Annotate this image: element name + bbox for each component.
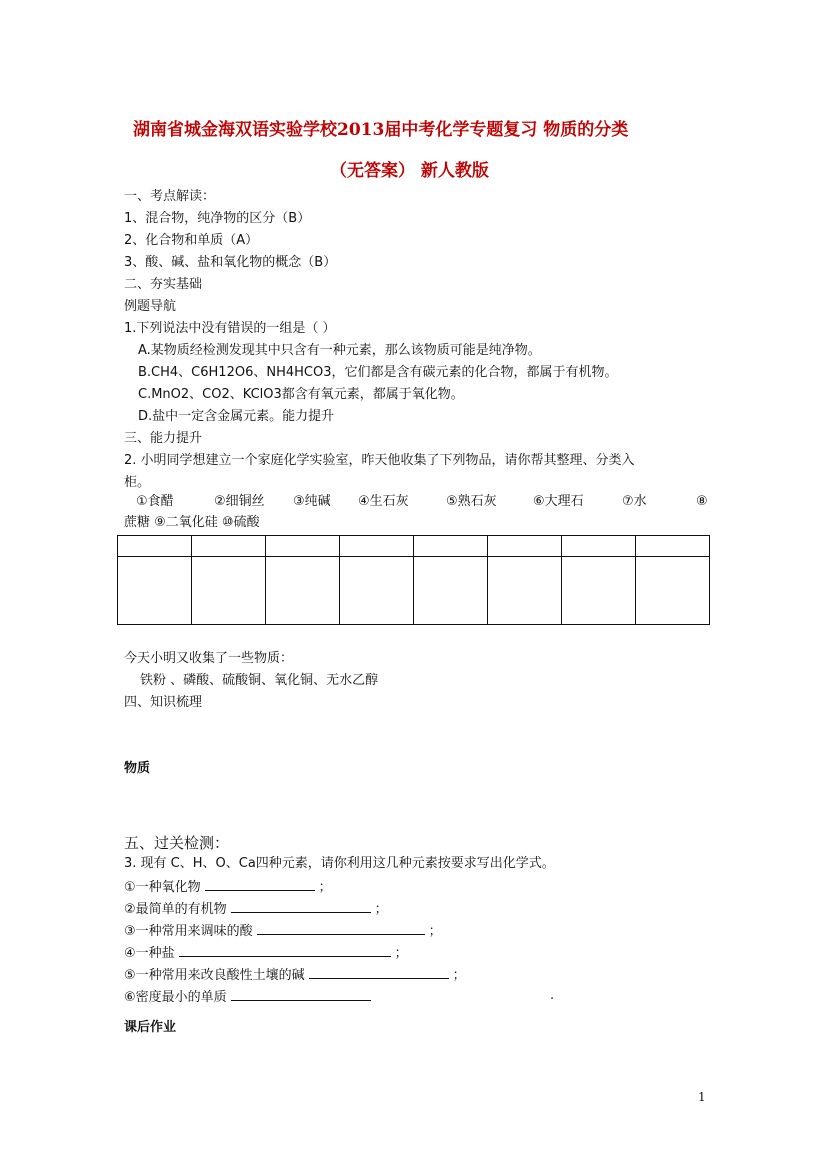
item-marble: ⑥大理石 bbox=[533, 494, 584, 509]
more-items-intro: 今天小明又收集了一些物质： bbox=[124, 651, 294, 666]
answer-label: ②最简单的有机物 bbox=[124, 902, 227, 917]
section2-sub: 例题导航 bbox=[124, 299, 177, 314]
homework-heading: 课后作业 bbox=[124, 1020, 177, 1035]
answer-end: ； bbox=[374, 902, 388, 917]
answer-row-salt bbox=[124, 943, 408, 963]
option-d: D.盐中一定含金属元素。能力提升 bbox=[138, 409, 335, 424]
answer-label: ⑤一种常用来改良酸性土壤的碱 bbox=[124, 968, 305, 983]
answer-end: ； bbox=[394, 946, 408, 961]
answer-row-oxide bbox=[124, 877, 332, 897]
item-soda-ash: ③纯碱 bbox=[293, 494, 331, 509]
answer-label: ①一种氧化物 bbox=[124, 880, 201, 895]
table-cell[interactable] bbox=[488, 536, 562, 557]
answer-blank[interactable] bbox=[179, 943, 391, 957]
item-slaked-lime: ⑤熟石灰 bbox=[446, 494, 497, 509]
section1-heading: 一、考点解读： bbox=[124, 189, 216, 204]
section2-heading: 二、夯实基础 bbox=[124, 277, 203, 292]
items-row2: 蔗糖 ⑨二氧化硅 ⑩硫酸 bbox=[124, 515, 260, 530]
answer-blank[interactable] bbox=[205, 877, 315, 891]
table-cell[interactable] bbox=[562, 557, 636, 625]
table-cell[interactable] bbox=[636, 536, 710, 557]
answer-row-base bbox=[124, 965, 466, 985]
answer-row-element bbox=[124, 987, 375, 1007]
section3-heading: 三、能力提升 bbox=[124, 431, 203, 446]
section4-heading: 四、知识梳理 bbox=[124, 695, 203, 710]
classification-table bbox=[117, 535, 710, 625]
answer-end: ； bbox=[318, 880, 332, 895]
table-cell[interactable] bbox=[636, 557, 710, 625]
more-items: 铁粉 、磷酸、硫酸铜、氧化铜、无水乙醇 bbox=[140, 673, 379, 688]
table-cell[interactable] bbox=[266, 536, 340, 557]
answer-end: ； bbox=[452, 968, 466, 983]
page-number: 1 bbox=[698, 1090, 706, 1104]
question-2-line1: 2. 小明同学想建立一个家庭化学实验室，昨天他收集了下列物品，请你帮其整理、分类入 bbox=[124, 453, 635, 468]
item-vinegar: ①食醋 bbox=[136, 494, 174, 509]
answer-label: ④一种盐 bbox=[124, 946, 175, 961]
table-cell[interactable] bbox=[340, 557, 414, 625]
question-1: 1.下列说法中没有错误的一组是（ ） bbox=[124, 321, 336, 336]
answer-label: ③一种常用来调味的酸 bbox=[124, 924, 253, 939]
item-quicklime: ④生石灰 bbox=[358, 494, 409, 509]
answer-row-element-end: . bbox=[550, 988, 555, 1003]
section5-heading: 五、过关检测： bbox=[124, 834, 230, 852]
item-8-marker: ⑧ bbox=[696, 494, 708, 509]
table-cell[interactable] bbox=[562, 536, 636, 557]
section1-item-2: 2、化合物和单质（A） bbox=[124, 233, 259, 248]
table-cell[interactable] bbox=[266, 557, 340, 625]
answer-blank[interactable] bbox=[231, 899, 371, 913]
option-c: C.MnO2、CO2、KClO3都含有氧元素，都属于氧化物。 bbox=[138, 387, 464, 402]
table-cell[interactable] bbox=[488, 557, 562, 625]
table-cell[interactable] bbox=[118, 557, 192, 625]
section1-item-1: 1、混合物，纯净物的区分（B） bbox=[124, 211, 311, 226]
answer-end: ； bbox=[428, 924, 442, 939]
option-b: B.CH4、C6H12O6、NH4HCO3，它们都是含有碳元素的化合物，都属于有机物。 bbox=[138, 365, 618, 380]
table-cell[interactable] bbox=[340, 536, 414, 557]
option-a: A.某物质经检测发现其中只含有一种元素，那么该物质可能是纯净物。 bbox=[138, 343, 541, 358]
answer-row-acid bbox=[124, 921, 442, 941]
doc-title-line1: 湖南省城金海双语实验学校2013届中考化学专题复习 物质的分类 bbox=[133, 120, 629, 140]
item-copper-wire: ②细铜丝 bbox=[214, 494, 265, 509]
table-cell[interactable] bbox=[414, 557, 488, 625]
question-2-line2: 柜。 bbox=[124, 475, 151, 490]
table-cell[interactable] bbox=[192, 536, 266, 557]
answer-blank[interactable] bbox=[231, 987, 371, 1001]
item-water: ⑦水 bbox=[622, 494, 647, 509]
section1-item-3: 3、酸、碱、盐和氧化物的概念（B） bbox=[124, 255, 337, 270]
section4-label: 物质 bbox=[124, 761, 151, 776]
question-3: 3. 现有 C、H、O、Ca四种元素，请你利用这几种元素按要求写出化学式。 bbox=[124, 856, 555, 871]
table-cell[interactable] bbox=[414, 536, 488, 557]
answer-blank[interactable] bbox=[309, 965, 449, 979]
answer-row-organic bbox=[124, 899, 388, 919]
answer-blank[interactable] bbox=[257, 921, 425, 935]
table-cell[interactable] bbox=[192, 557, 266, 625]
answer-label: ⑥密度最小的单质 bbox=[124, 990, 227, 1005]
table-cell[interactable] bbox=[118, 536, 192, 557]
doc-title-line2: （无答案） 新人教版 bbox=[330, 161, 489, 181]
